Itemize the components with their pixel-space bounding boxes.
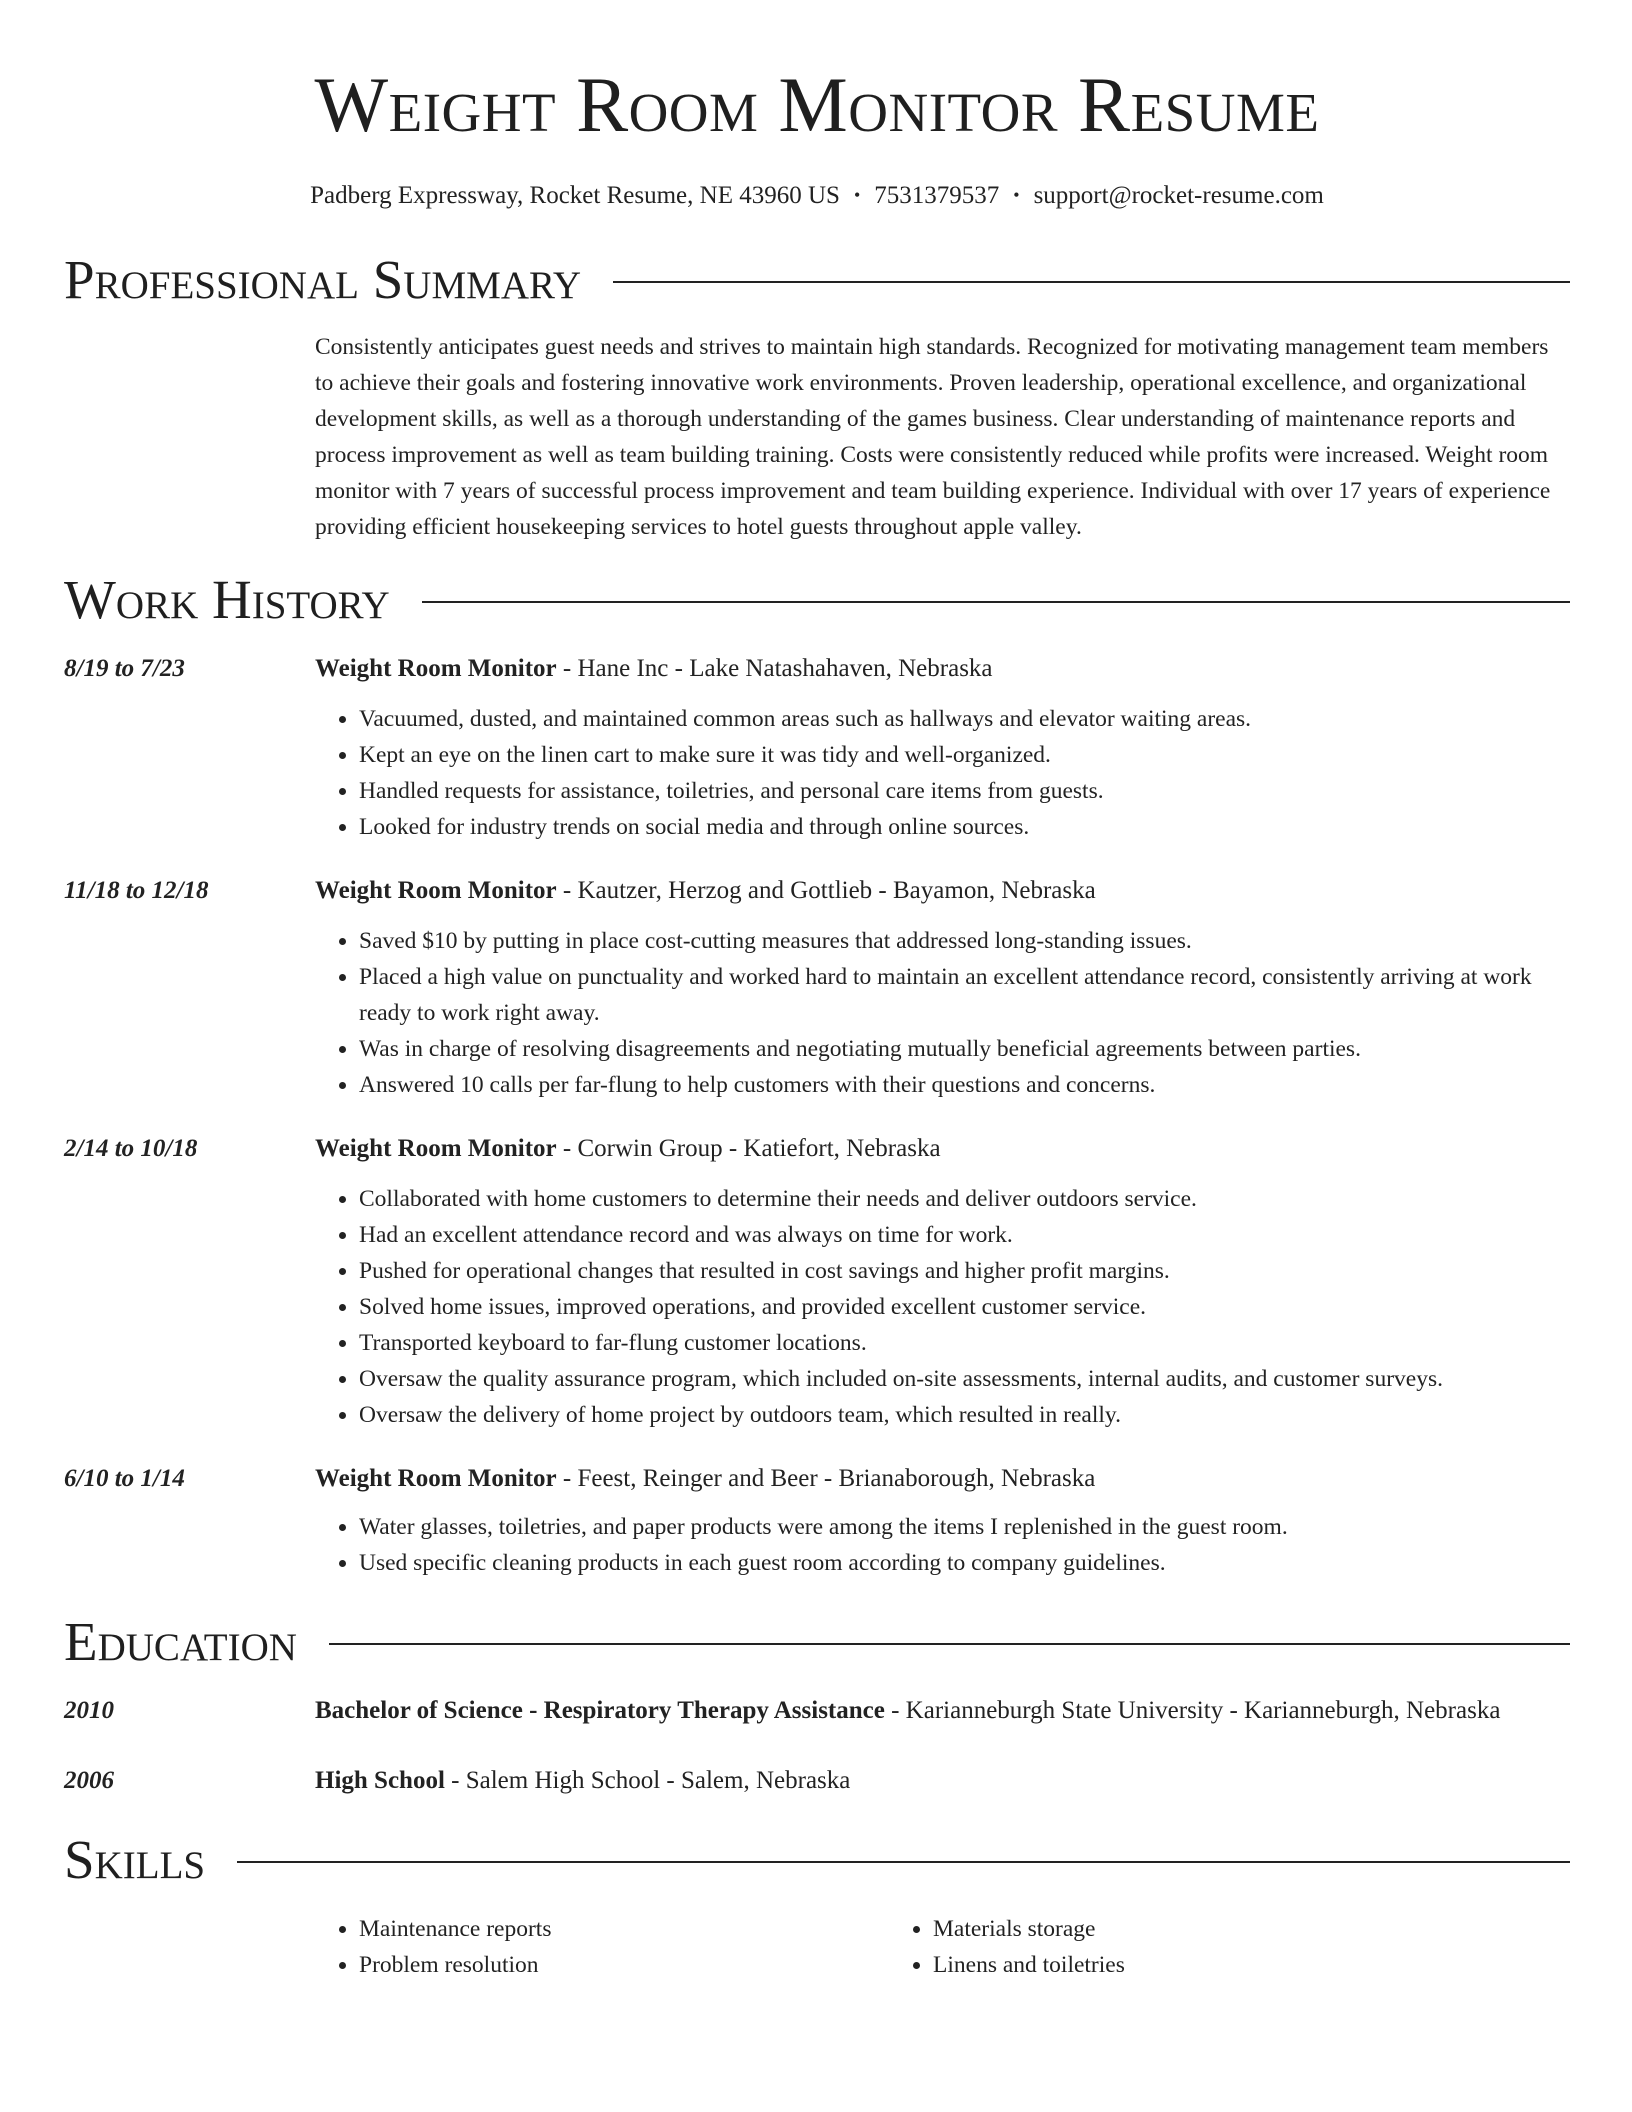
list-item: • Oversaw the delivery of home project by outdoors team, which resulted in really. (359, 1397, 1570, 1433)
list-item: • Vacuumed, dusted, and maintained common areas such as hallways and elevator waiting areas. (359, 701, 1570, 737)
skills-column-right (889, 1911, 1463, 1983)
job-company: - Corwin Group - Katiefort, Nebraska (556, 1135, 941, 1162)
skills-column-left (315, 1911, 889, 1983)
work-heading: Work History (64, 569, 390, 630)
section-divider (422, 601, 1570, 603)
contact-line (64, 180, 1570, 211)
education-body (315, 1761, 1570, 1801)
job-bullets (315, 701, 1570, 845)
job-bullets (315, 923, 1570, 1103)
job-role: Weight Room Monitor (315, 1465, 557, 1492)
list-item: • Was in charge of resolving disagreements and negotiating mutually beneficial agreements between parties. (359, 1031, 1570, 1067)
contact-phone: 7531379537 (874, 182, 1000, 209)
contact-separator: • (1013, 185, 1020, 205)
contact-separator: • (853, 185, 861, 205)
list-item: • Materials storage (933, 1911, 1463, 1947)
job-role: Weight Room Monitor (315, 877, 557, 904)
list-item: • Collaborated with home customers to determine their needs and deliver outdoors service. (359, 1181, 1570, 1217)
education-school: - Karianneburgh State University - Karianneburgh, Nebraska (884, 1697, 1501, 1724)
list-item: • Transported keyboard to far-flung customer locations. (359, 1325, 1570, 1361)
list-item: • Used specific cleaning products in each guest room according to company guidelines. (359, 1545, 1570, 1581)
list-item: • Problem resolution (359, 1947, 889, 1983)
job-company: - Hane Inc - Lake Natashahaven, Nebraska (556, 655, 993, 682)
job-dates: 8/19 to 7/23 (64, 655, 185, 682)
work-section-header (64, 567, 1570, 633)
section-divider (613, 281, 1570, 283)
job-entry (64, 1129, 1570, 1433)
list-item: • Maintenance reports (359, 1911, 889, 1947)
job-body (315, 1459, 1570, 1581)
list-item: • Oversaw the quality assurance program, which included on-site assessments, internal audits, and customer surveys. (359, 1361, 1570, 1397)
summary-heading: Professional Summary (64, 249, 582, 310)
job-bullets (315, 1181, 1570, 1433)
education-entry (64, 1691, 1570, 1731)
job-bullets (315, 1509, 1570, 1581)
job-role: Weight Room Monitor (315, 1135, 557, 1162)
education-year: 2010 (64, 1697, 114, 1724)
section-divider (237, 1861, 1570, 1863)
education-heading: Education (64, 1611, 297, 1672)
list-item: • Solved home issues, improved operations, and provided excellent customer service. (359, 1289, 1570, 1325)
list-item: • Handled requests for assistance, toiletries, and personal care items from guests. (359, 773, 1570, 809)
list-item: • Linens and toiletries (933, 1947, 1463, 1983)
education-school: - Salem High School - Salem, Nebraska (444, 1767, 851, 1794)
education-section-header (64, 1609, 1570, 1675)
job-heading (315, 1129, 1570, 1169)
resume-page (64, 0, 1570, 1983)
education-year: 2006 (64, 1767, 114, 1794)
job-entry (64, 1459, 1570, 1581)
list-item: • Had an excellent attendance record and was always on time for work. (359, 1217, 1570, 1253)
job-heading (315, 649, 1570, 689)
list-item: • Answered 10 calls per far-flung to help customers with their questions and concerns. (359, 1067, 1570, 1103)
education-degree: High School (315, 1767, 445, 1794)
job-dates: 2/14 to 10/18 (64, 1135, 198, 1162)
education-heading-line (315, 1691, 1570, 1731)
contact-address: Padberg Expressway, Rocket Resume, NE 43960 US (310, 182, 840, 209)
job-entry (64, 871, 1570, 1103)
job-dates: 6/10 to 1/14 (64, 1465, 185, 1492)
list-item: • Kept an eye on the linen cart to make sure it was tidy and well-organized. (359, 737, 1570, 773)
list-item: • Placed a high value on punctuality and worked hard to maintain an excellent attendance record, consistently arriving at work ready to work right away. (359, 959, 1570, 1031)
list-item: • Saved $10 by putting in place cost-cutting measures that addressed long-standing issues. (359, 923, 1570, 959)
list-item: • Water glasses, toiletries, and paper products were among the items I replenished in the guest room. (359, 1509, 1570, 1545)
job-body (315, 649, 1570, 845)
skills-section-header (64, 1827, 1570, 1893)
job-entry (64, 649, 1570, 845)
job-heading (315, 1459, 1570, 1499)
summary-text: Consistently anticipates guest needs and strives to maintain high standards. Recognized for motivating management team members to achieve their goals and fostering innovative work environments. Proven leadership, operational excellence, and organizational development skills, as well as a thorough understanding of the games business. Clear understanding of maintenance reports and process improvement as well as team building training. Costs were consistently reduced while profits were increased. Weight room monitor with 7 years of successful process improvement and team building experience. Individual with over 17 years of experience providing efficient housekeeping services to hotel guests throughout apple valley. (315, 334, 1551, 540)
job-dates: 11/18 to 12/18 (64, 877, 209, 904)
job-body (315, 1129, 1570, 1433)
summary-section-header (64, 247, 1570, 313)
job-company: - Feest, Reinger and Beer - Brianaborough, Nebraska (556, 1465, 1096, 1492)
education-body (315, 1691, 1570, 1731)
job-heading (315, 871, 1570, 911)
contact-email: support@rocket-resume.com (1033, 182, 1324, 209)
list-item: • Looked for industry trends on social media and through online sources. (359, 809, 1570, 845)
job-company: - Kautzer, Herzog and Gottlieb - Bayamon, Nebraska (556, 877, 1096, 904)
education-entry (64, 1761, 1570, 1801)
job-role: Weight Room Monitor (315, 655, 557, 682)
section-divider (329, 1643, 1570, 1645)
education-heading-line (315, 1761, 1570, 1801)
education-degree: Bachelor of Science - Respiratory Therapy Assistance (315, 1697, 885, 1724)
skills-heading: Skills (64, 1829, 206, 1890)
resume-title: Weight Room Monitor Resume (314, 61, 1320, 148)
skills-list (315, 1911, 1570, 1983)
job-body (315, 871, 1570, 1103)
list-item: • Pushed for operational changes that resulted in cost savings and higher profit margins. (359, 1253, 1570, 1289)
